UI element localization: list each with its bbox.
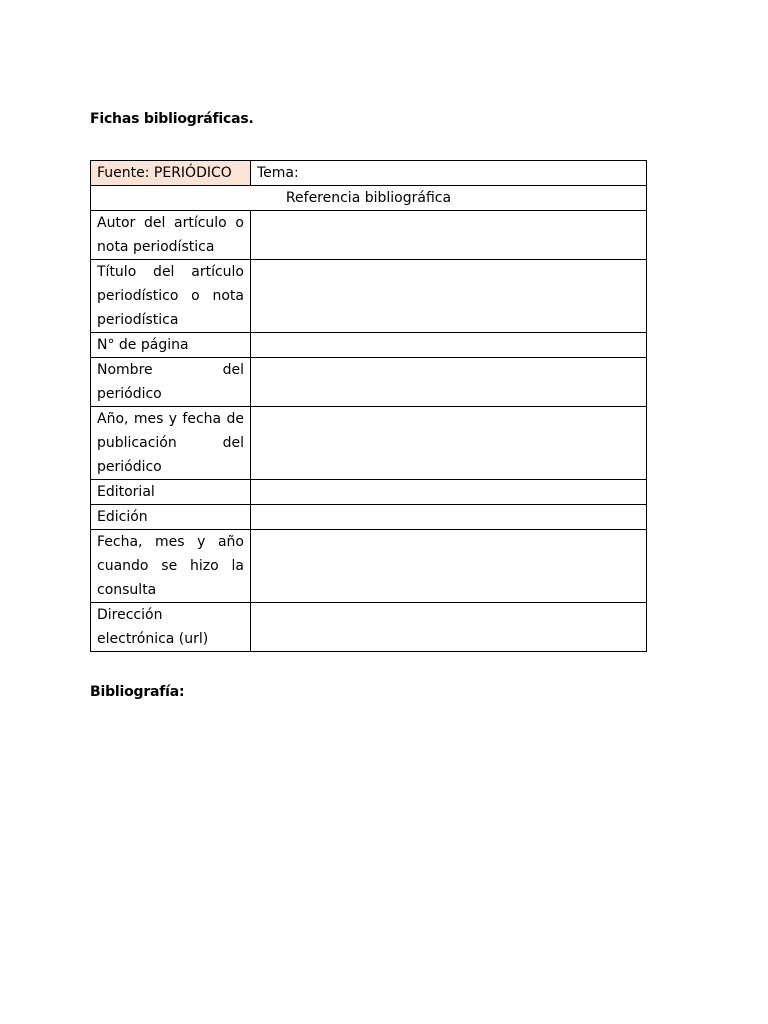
source-label: Fuente: PERIÓDICO <box>91 161 251 186</box>
row-label-newspaper-name: Nombre del periódico <box>91 358 251 407</box>
row-label-url: Dirección electrónica (url) <box>91 603 251 652</box>
row-value-page-number[interactable] <box>251 333 647 358</box>
row-label-edition: Edición <box>91 505 251 530</box>
row-value-article-title[interactable] <box>251 260 647 333</box>
table-row <box>91 603 647 652</box>
row-value-edition[interactable] <box>251 505 647 530</box>
row-value-publication-date[interactable] <box>251 407 647 480</box>
row-label-publication-date: Año, mes y fecha de publicación del periódico <box>91 407 251 480</box>
table-row <box>91 260 647 333</box>
row-label-publisher: Editorial <box>91 480 251 505</box>
table-row <box>91 407 647 480</box>
reference-header: Referencia bibliográfica <box>91 186 647 211</box>
row-value-consultation-date[interactable] <box>251 530 647 603</box>
table-row <box>91 211 647 260</box>
row-label-consultation-date: Fecha, mes y año cuando se hizo la consulta <box>91 530 251 603</box>
row-value-publisher[interactable] <box>251 480 647 505</box>
row-value-author[interactable] <box>251 211 647 260</box>
table-row <box>91 333 647 358</box>
page-title: Fichas bibliográficas. <box>90 111 254 127</box>
row-label-page-number: N° de página <box>91 333 251 358</box>
topic-field[interactable]: Tema: <box>251 161 647 186</box>
row-value-url[interactable] <box>251 603 647 652</box>
reference-header-row <box>91 186 647 211</box>
table-row <box>91 480 647 505</box>
row-label-article-title: Título del artículo periodístico o nota periodística <box>91 260 251 333</box>
row-label-author: Autor del artículo o nota periodística <box>91 211 251 260</box>
bibliographic-card-table <box>90 160 647 652</box>
table-row <box>91 505 647 530</box>
table-row <box>91 530 647 603</box>
table-row <box>91 358 647 407</box>
bibliography-heading: Bibliografía: <box>90 684 185 700</box>
row-value-newspaper-name[interactable] <box>251 358 647 407</box>
card-header-row <box>91 161 647 186</box>
